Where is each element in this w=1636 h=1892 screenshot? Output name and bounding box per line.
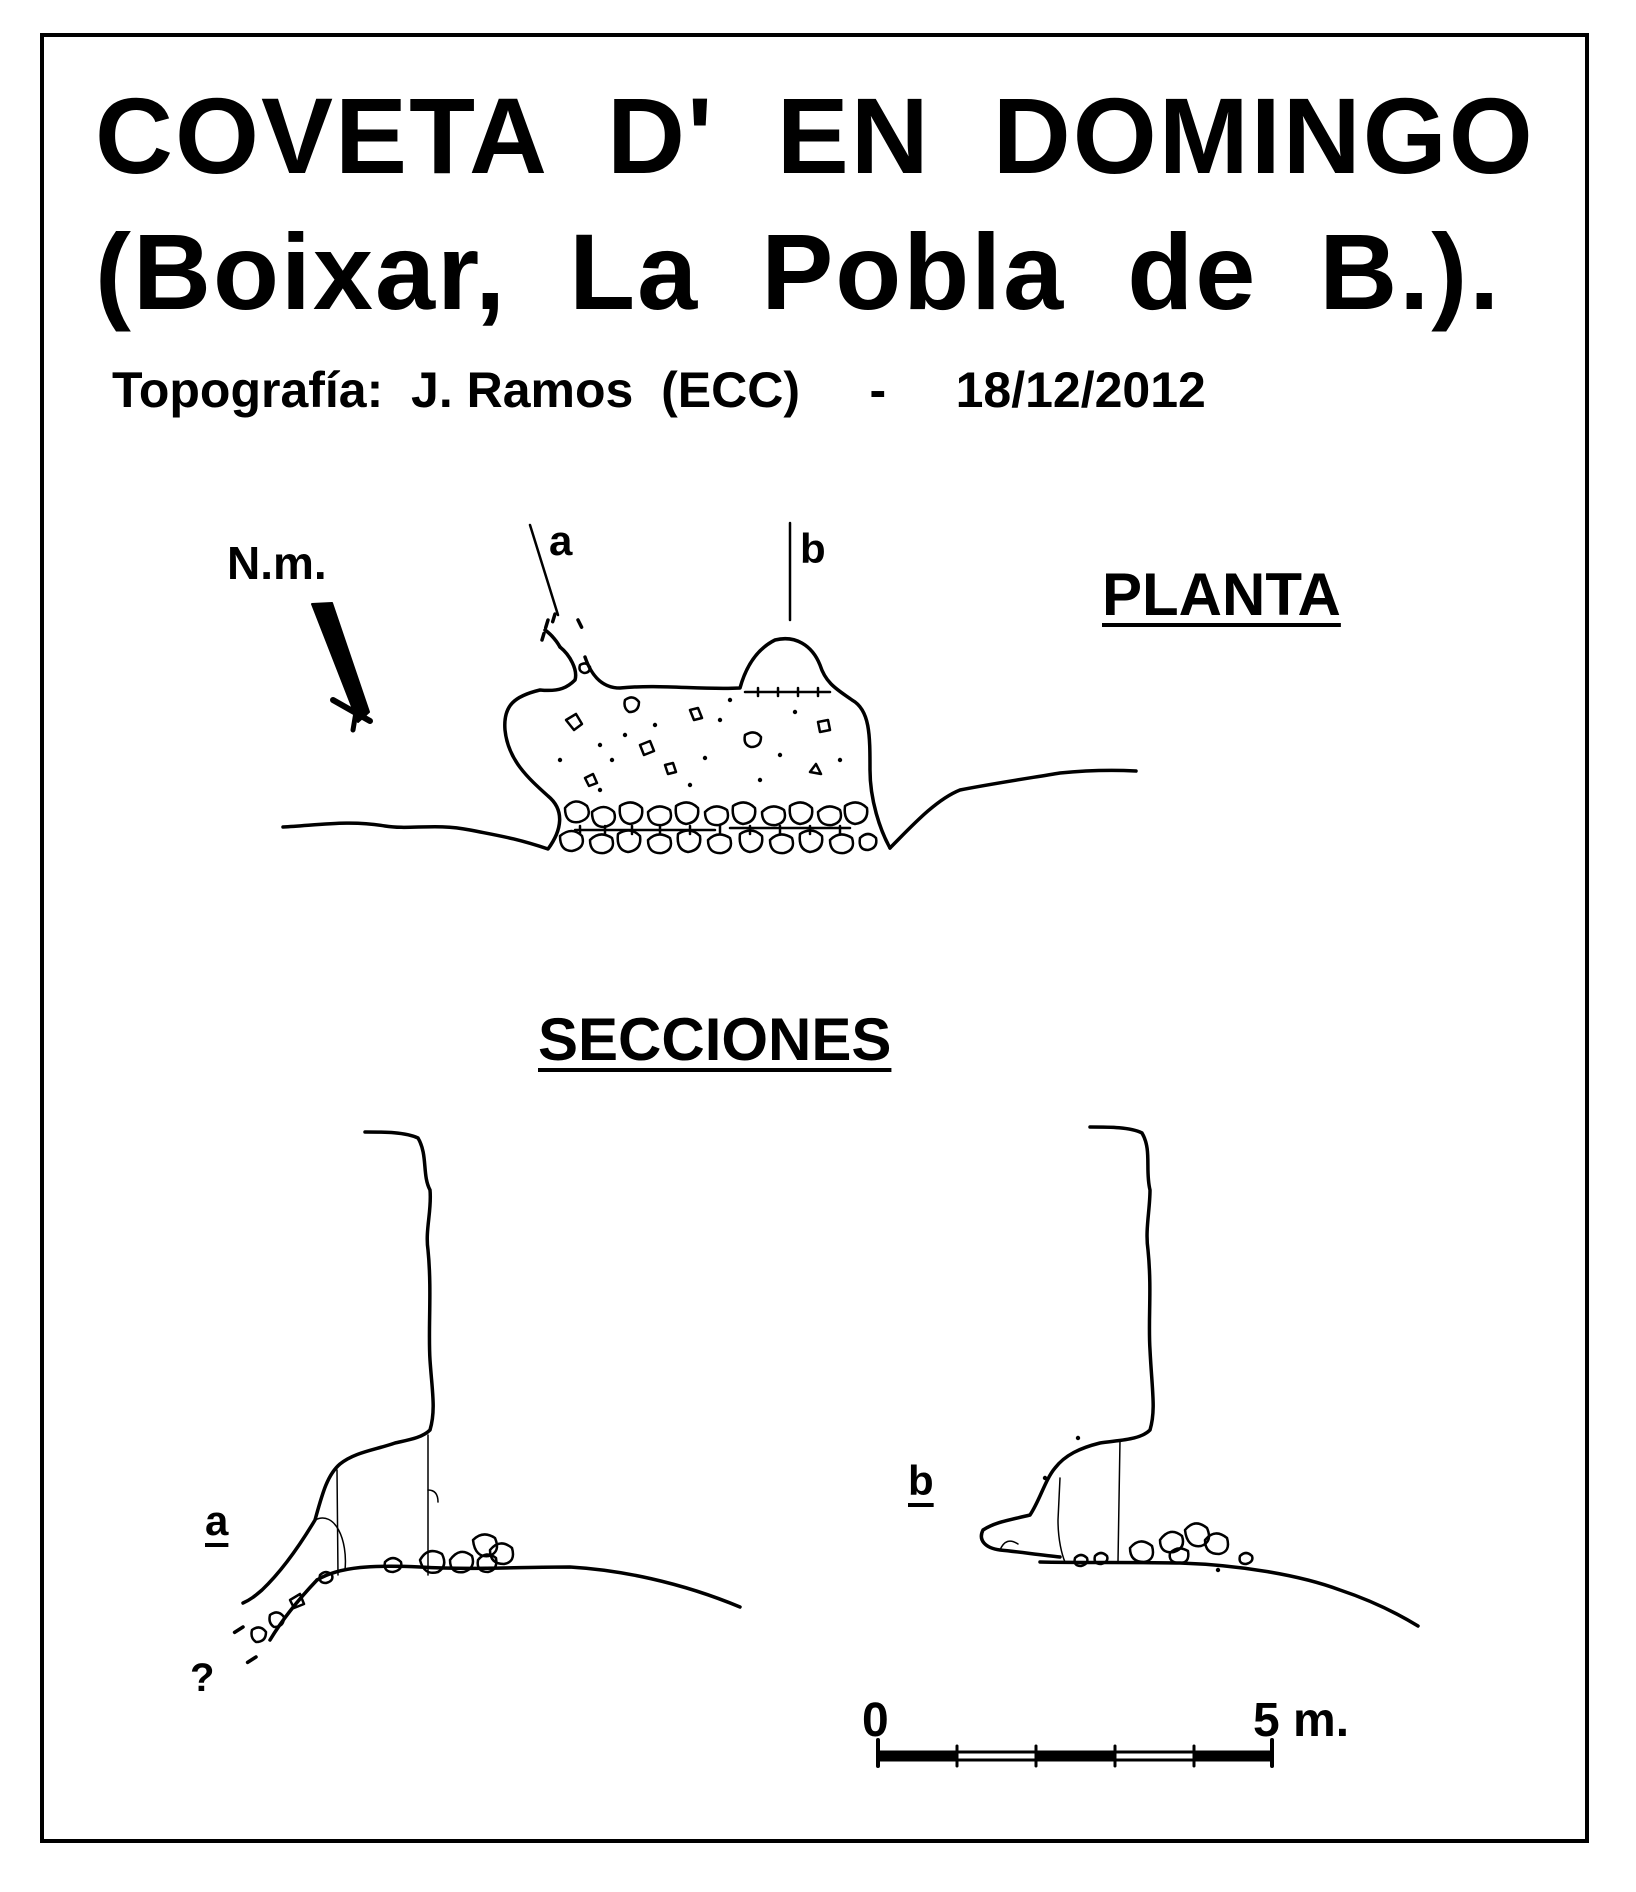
plan-cave-outline [283,614,1136,849]
uncertain-continuation-mark: ? [190,1656,215,1700]
section-label-a: a [205,1497,229,1544]
title-line-1: COVETA D' EN DOMINGO [95,75,1535,196]
north-label: N.m. [227,537,327,589]
scale-start-label: 0 [862,1694,889,1747]
scale-bar [878,1740,1272,1766]
section-label-b: b [908,1457,934,1504]
section-a-profile [232,1132,740,1666]
planta-heading: PLANTA [1102,561,1341,628]
north-arrow-icon [312,603,370,730]
secciones-heading: SECCIONES [538,1006,892,1073]
section-marker-b: b [800,525,826,572]
scale-end-label: 5 m. [1253,1694,1350,1747]
section-line-a [530,525,558,615]
section-b-boulders [1075,1523,1253,1566]
title-line-2: (Boixar, La Pobla de B.). [95,211,1502,332]
survey-credit: Topografía: J. Ramos (ECC) - 18/12/2012 [112,362,1206,418]
section-b-profile [981,1127,1418,1626]
section-a-boulders [252,1534,514,1642]
section-marker-a: a [549,517,573,564]
plan-rubble-marks [575,688,850,834]
